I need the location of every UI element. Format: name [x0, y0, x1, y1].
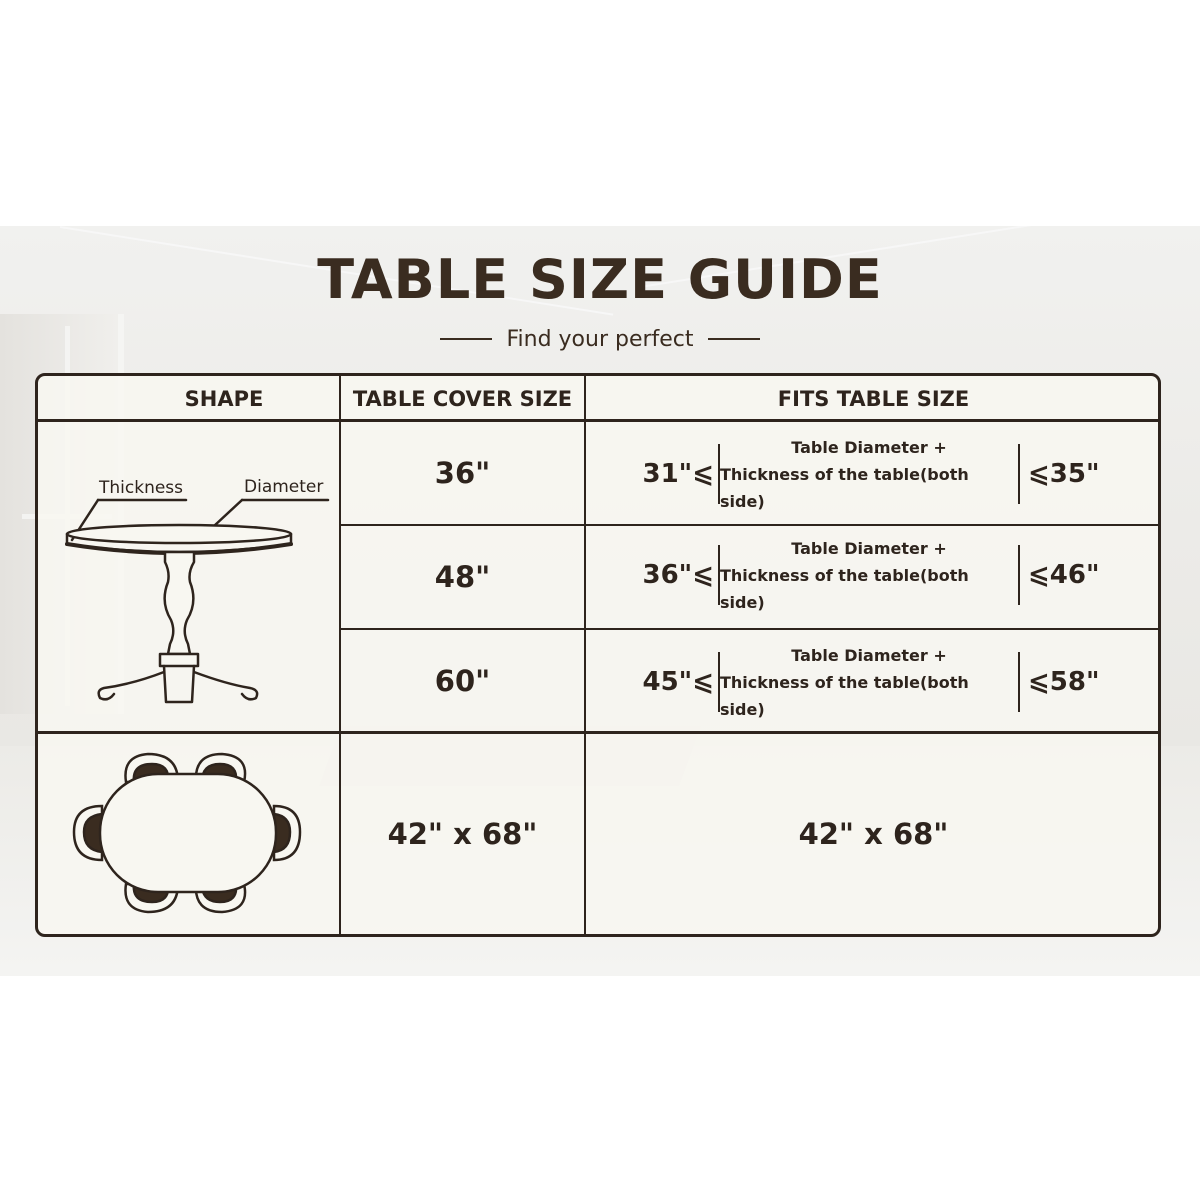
size-guide-table	[35, 373, 1161, 937]
round-pedestal-table-icon	[38, 422, 339, 731]
fit-max-value: ⩽35"	[1028, 459, 1100, 489]
fit-min-value: 36"⩽	[642, 560, 714, 590]
fit-max-value: ⩽46"	[1028, 560, 1100, 590]
page-title: TABLE SIZE GUIDE	[317, 248, 883, 311]
fit-min-value: 31"⩽	[642, 459, 714, 489]
diameter-label: Diameter	[244, 477, 324, 497]
oval-shape-cell	[38, 734, 339, 934]
subtitle-rule-left	[440, 338, 492, 340]
fit-description-line1: Table Diameter +	[791, 645, 947, 665]
cover-size-cell: 60"	[434, 663, 491, 698]
fit-range-row	[586, 644, 1161, 720]
page-subtitle: Find your perfect	[506, 326, 694, 352]
fit-description-line2: Thickness of the table(both side)	[720, 464, 969, 511]
fit-min-value: 45"⩽	[642, 667, 714, 697]
fit-description	[718, 538, 1020, 612]
round-shape-cell	[38, 422, 339, 731]
fit-description-line2: Thickness of the table(both side)	[720, 565, 969, 612]
fit-description-line1: Table Diameter +	[791, 538, 947, 558]
oval-table-with-chairs-icon	[38, 734, 339, 934]
subtitle-row	[0, 324, 1200, 354]
cover-size-cell: 48"	[434, 560, 491, 594]
fit-description	[718, 437, 1020, 511]
fit-max-value: ⩽58"	[1028, 667, 1100, 697]
column-header-shape: SHAPE	[184, 387, 264, 411]
fit-range-row	[586, 537, 1161, 613]
subtitle-rule-right	[708, 338, 760, 340]
fit-description	[718, 645, 1020, 719]
fit-description-line2: Thickness of the table(both side)	[720, 672, 969, 719]
fit-range-row	[586, 436, 1161, 512]
oval-fits-size-cell: 42" x 68"	[798, 817, 949, 851]
column-header-fits-size: FITS TABLE SIZE	[777, 387, 970, 411]
cover-size-cell: 36"	[434, 456, 491, 490]
column-header-cover-size: TABLE COVER SIZE	[352, 387, 573, 411]
oval-cover-size-cell: 42" x 68"	[387, 817, 538, 851]
thickness-label: Thickness	[99, 478, 184, 498]
fit-description-line1: Table Diameter +	[791, 437, 947, 457]
